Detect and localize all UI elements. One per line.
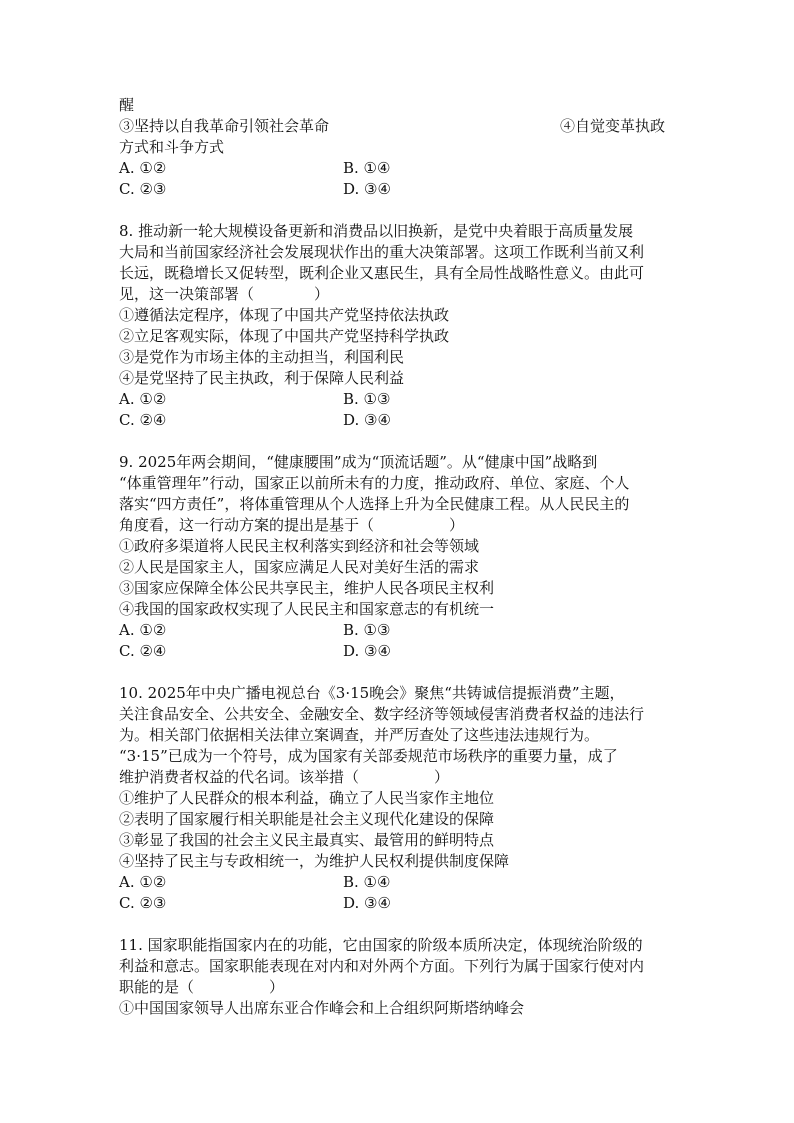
question-stem-line: “体重管理年”行动，国家正以前所未有的力度，推动政府、单位、家庭、个人 [119, 474, 630, 492]
question-stem-line: 9. 2025年两会期间，“健康腰围”成为“顶流话题”。从“健康中国”战略到 [119, 453, 598, 471]
option-a[interactable]: A. ①② [119, 621, 167, 639]
option-b[interactable]: B. ①③ [343, 390, 391, 408]
question-stem-line: 落实“四方责任”，将体重管理从个人选择上升为全民健康工程。从人民民主的 [119, 495, 630, 513]
choice-item: ④我国的国家政权实现了人民民主和国家意志的有机统一 [119, 600, 495, 618]
question-7-choice-4-start: ④自觉变革执政 [559, 117, 665, 135]
option-d[interactable]: D. ③④ [343, 894, 391, 912]
choice-item: ①遵循法定程序，体现了中国共产党坚持依法执政 [119, 306, 450, 324]
option-c[interactable]: C. ②③ [119, 894, 167, 912]
question-7-choice-row [119, 116, 679, 137]
question-8-options-row-1 [119, 389, 679, 410]
choice-item: ④坚持了民主与专政相统一，为维护人民权利提供制度保障 [119, 852, 510, 870]
option-d[interactable]: D. ③④ [343, 411, 391, 429]
question-stem-line: 职能的是（ ） [119, 978, 285, 996]
question-7-options-row-2 [119, 179, 679, 200]
choice-item: ②人民是国家主人，国家应满足人民对美好生活的需求 [119, 558, 480, 576]
question-7-stem-tail: 醒 [119, 96, 135, 114]
option-d[interactable]: D. ③④ [343, 642, 391, 660]
question-stem-line: 8. 推动新一轮大规模设备更新和消费品以旧换新，是党中央着眼于高质量发展 [119, 222, 634, 240]
choice-item: ①中国国家领导人出席东亚合作峰会和上合组织阿斯塔纳峰会 [119, 999, 525, 1017]
question-stem-line: 利益和意志。国家职能表现在对内和对外两个方面。下列行为属于国家行使对内 [119, 957, 645, 975]
question-7-options-row-1 [119, 158, 679, 179]
question-stem-line: 角度看，这一行动方案的提出是基于（ ） [119, 516, 465, 534]
question-7-choice-4-end: 方式和斗争方式 [119, 138, 225, 156]
exam-page [119, 95, 679, 1019]
question-10 [119, 683, 679, 914]
option-b[interactable]: B. ①③ [343, 621, 391, 639]
question-stem-line: 11. 国家职能指国家内在的功能，它由国家的阶级本质所决定，体现统治阶级的 [119, 936, 643, 954]
option-b[interactable]: B. ①④ [343, 159, 391, 177]
choice-item: ③彰显了我国的社会主义民主最真实、最管用的鲜明特点 [119, 831, 495, 849]
choice-item: ①政府多渠道将人民民主权利落实到经济和社会等领域 [119, 537, 480, 555]
question-7-choice-3: ③坚持以自我革命引领社会革命 [119, 117, 330, 135]
choice-item: ①维护了人民群众的根本利益，确立了人民当家作主地位 [119, 789, 495, 807]
question-stem-line: 见，这一决策部署（ ） [119, 285, 330, 303]
question-7 [119, 95, 679, 200]
question-stem-line: “3·15”已成为一个符号，成为国家有关部委规范市场秩序的重要力量，成了 [119, 747, 618, 765]
option-d[interactable]: D. ③④ [343, 180, 391, 198]
choice-item: ③国家应保障全体公民共享民主，维护人民各项民主权利 [119, 579, 495, 597]
option-a[interactable]: A. ①② [119, 390, 167, 408]
choice-item: ④是党坚持了民主执政，利于保障人民利益 [119, 369, 405, 387]
question-11 [119, 935, 679, 1019]
question-9 [119, 452, 679, 662]
option-c[interactable]: C. ②④ [119, 642, 167, 660]
question-8 [119, 221, 679, 431]
question-stem-line: 关注食品安全、公共安全、金融安全、数字经济等领域侵害消费者权益的违法行 [119, 705, 645, 723]
option-c[interactable]: C. ②④ [119, 411, 167, 429]
option-c[interactable]: C. ②③ [119, 180, 167, 198]
question-10-options-row-1 [119, 872, 679, 893]
option-b[interactable]: B. ①④ [343, 873, 391, 891]
question-stem-line: 维护消费者权益的代名词。该举措（ ） [119, 768, 450, 786]
option-a[interactable]: A. ①② [119, 159, 167, 177]
question-9-options-row-1 [119, 620, 679, 641]
question-stem-line: 为。相关部门依据相关法律立案调查，并严厉查处了这些违法违规行为。 [119, 726, 600, 744]
question-9-options-row-2 [119, 641, 679, 662]
question-10-options-row-2 [119, 893, 679, 914]
question-8-options-row-2 [119, 410, 679, 431]
choice-item: ③是党作为市场主体的主动担当，利国利民 [119, 348, 405, 366]
choice-item: ②表明了国家履行相关职能是社会主义现代化建设的保障 [119, 810, 495, 828]
option-a[interactable]: A. ①② [119, 873, 167, 891]
question-stem-line: 长远，既稳增长又促转型，既利企业又惠民生，具有全局性战略性意义。由此可 [119, 264, 645, 282]
choice-item: ②立足客观实际，体现了中国共产党坚持科学执政 [119, 327, 450, 345]
question-stem-line: 10. 2025年中央广播电视总台《3·15晚会》聚焦“共铸诚信提振消费”主题， [119, 684, 625, 702]
question-stem-line: 大局和当前国家经济社会发展现状作出的重大决策部署。这项工作既利当前又利 [119, 243, 645, 261]
